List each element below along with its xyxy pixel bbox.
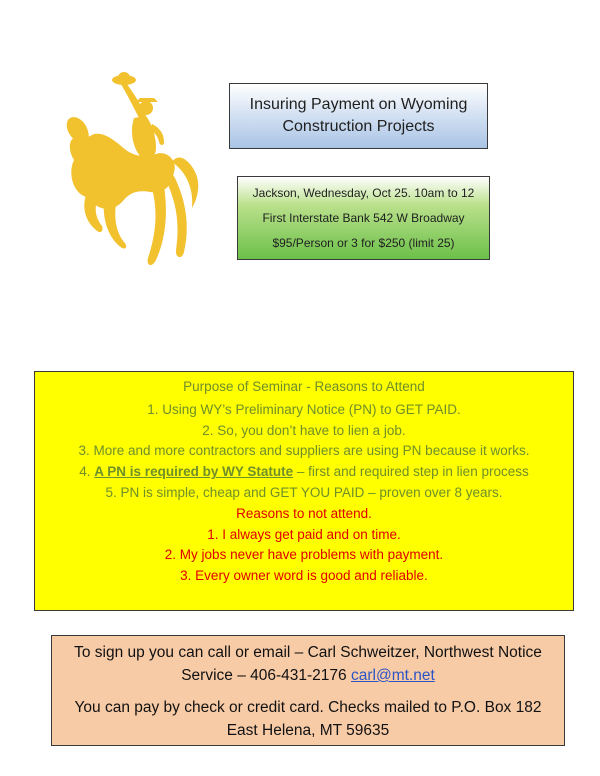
- email-link[interactable]: carl@mt.net: [350, 667, 435, 684]
- not-attend-item: 2. My jobs never have problems with payment.: [164, 547, 444, 563]
- event-date-time: Jackson, Wednesday, Oct 25. 10am to 12: [252, 186, 475, 201]
- reason-item: 3. More and more contractors and suppliers are using PN because it works.: [78, 443, 530, 459]
- payment-info: [52, 696, 564, 742]
- event-price: $95/Person or 3 for $250 (limit 25): [272, 235, 455, 250]
- signup-box: [51, 635, 565, 746]
- signup-line-2: Service – 406-431-2176: [181, 667, 351, 684]
- signup-contact: [52, 641, 564, 687]
- seminar-title-box: [229, 83, 488, 149]
- payment-line-1: You can pay by check or credit card. Checks mailed to P.O. Box 182: [74, 699, 542, 716]
- reason-item: 1. Using WY’s Preliminary Notice (PN) to GET PAID.: [147, 401, 461, 417]
- reason-item: 5. PN is simple, cheap and GET YOU PAID – proven over 8 years.: [105, 484, 503, 500]
- not-attend-item: 3. Every owner word is good and reliable.: [180, 568, 428, 584]
- reason-4-number: 4.: [79, 464, 95, 480]
- event-info-box: [237, 176, 490, 260]
- not-attend-item: 1. I always get paid and on time.: [207, 526, 401, 542]
- signup-line-1: To sign up you can call or email – Carl Schweitzer, Northwest Notice: [74, 644, 542, 661]
- reason-4-emphasis: A PN is required by WY Statute: [94, 464, 294, 480]
- reason-item-statute: [35, 462, 573, 483]
- reason-4-rest: – first and required step in lien process: [293, 464, 529, 480]
- bucking-horse-logo-icon: [60, 62, 210, 292]
- event-location: First Interstate Bank 542 W Broadway: [262, 210, 465, 225]
- purpose-heading: Purpose of Seminar - Reasons to Attend: [183, 379, 425, 394]
- title-line-1: Insuring Payment on Wyoming: [249, 96, 468, 113]
- payment-line-2: East Helena, MT 59635: [226, 722, 390, 739]
- not-attend-heading: Reasons to not attend.: [236, 505, 372, 521]
- purpose-box: [34, 371, 574, 611]
- reason-item: 2. So, you don’t have to lien a job.: [202, 422, 406, 438]
- title-line-2: Construction Projects: [282, 118, 435, 135]
